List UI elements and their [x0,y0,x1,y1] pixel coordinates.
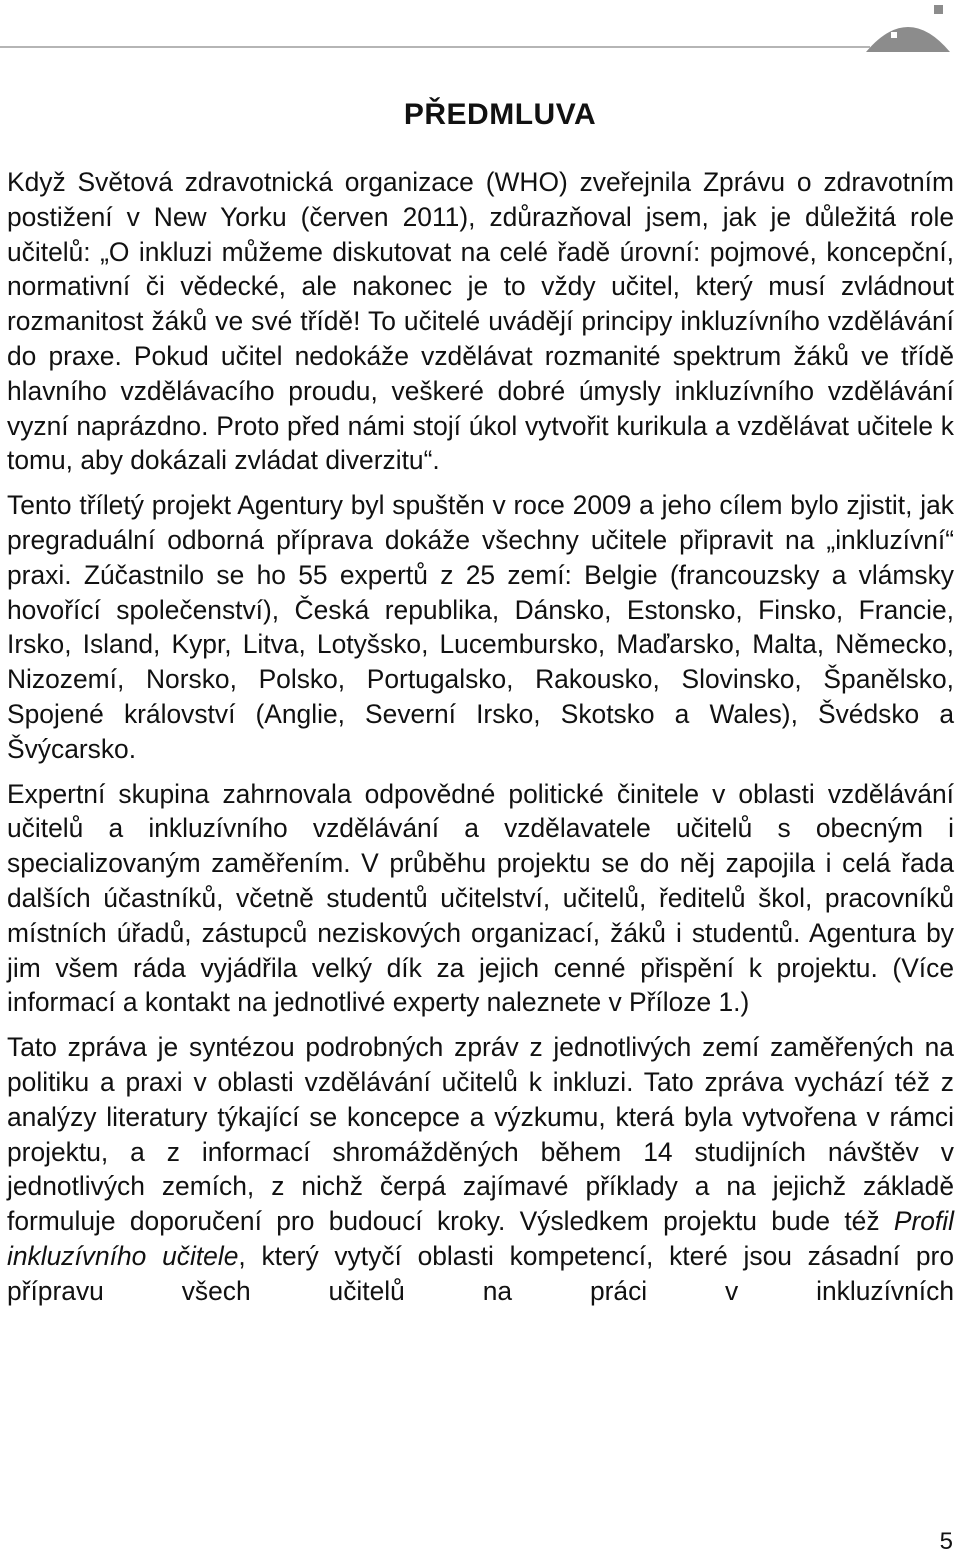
paragraph-text: , který vytyčí oblasti kompetencí, které jsou zásadní pro přípravu všech učitelů na práci v inkluzívních [7,1240,954,1306]
page-number: 5 [939,1528,953,1555]
body-text [7,165,954,1309]
paragraph: Tento tříletý projekt Agentury byl spuštěn v roce 2009 a jeho cílem bylo zjistit, jak pregraduální odborná příprava dokáže všechny učitele připravit na „inkluzívní“ praxi. Zúčastnilo se ho 55 expertů z 25 zemí: Belgie (francouzsky a vlámsky hovořící společenství), Česká republika, Dánsko, Estonsko, Finsko, Francie, Irsko, Island, Kypr, Litva, Lotyšsko, Lucembursko, Maďarsko, Malta, Německo, Nizozemí, Norsko, Polsko, Portugalsko, Rakousko, Slovinsko, Španělsko, Spojené království (Anglie, Severní Irsko, Skotsko a Wales), Švédsko a Švýcarsko. [7,490,954,764]
page-title: PŘEDMLUVA [403,98,597,131]
header-rule [0,46,870,48]
agency-logo-icon [866,2,950,52]
paragraph: Expertní skupina zahrnovala odpovědné politické činitele v oblasti vzdělávání učitelů a inkluzívního vzdělávání a vzdělavatele učitelů s obecným i specializovaným zaměřením. V průběhu projektu se do něj zapojila i celá řada dalších účastníků, včetně studentů učitelství, učitelů, ředitelů škol, pracovníků místních úřadů, zástupců neziskových organizací, žáků i studentů. Agentura by jim všem ráda vyjádřila velký dík za jejich cenné přispění k projektu. (Více informací a kontakt na jednotlivé experty naleznete v Příloze 1.) [7,778,954,1018]
publication-title: Profil inkluzívního učitele [7,1206,954,1271]
paragraph-text: Tato zpráva je syntézou podrobných zpráv z jednotlivých zemí zaměřených na politiku a praxi v oblasti vzdělávání učitelů k inkluzi. Tato zpráva vychází též z analýzy literatury týkající se koncepce a výzkumu, která byla vytvořena v rámci projektu, a z informací shromážděných během 14 studijních návštěv v jednotlivých zemích, z nichž čerpá zajímavé příklady a na jejichž základě formuluje doporučení pro budoucí kroky. Výsledkem projektu bude též [7,1032,954,1237]
paragraph: Když Světová zdravotnická organizace (WHO) zveřejnila Zprávu o zdravotním postižení v New Yorku (červen 2011), zdůrazňoval jsem, jak je důležitá role učitelů: „O inkluzi můžeme diskutovat na celé řadě úrovní: pojmové, koncepční, normativní či vědecké, ale nakonec je to vždy učitel, který musí zvládnout rozmanitost žáků ve své třídě! To učitelé uvádějí principy inkluzívního vzdělávání do praxe. Pokud učitel nedokáže vzdělávat rozmanité spektrum žáků ve třídě hlavního vzdělávacího proudu, veškeré dobré úmysly inkluzívního vzdělávání vyzní naprázdno. Proto před námi stojí úkol vytvořit kurikula a vzdělávat učitele k tomu, aby dokázali zvládat diverzitu“. [7,167,954,476]
paragraph [7,1030,954,1308]
